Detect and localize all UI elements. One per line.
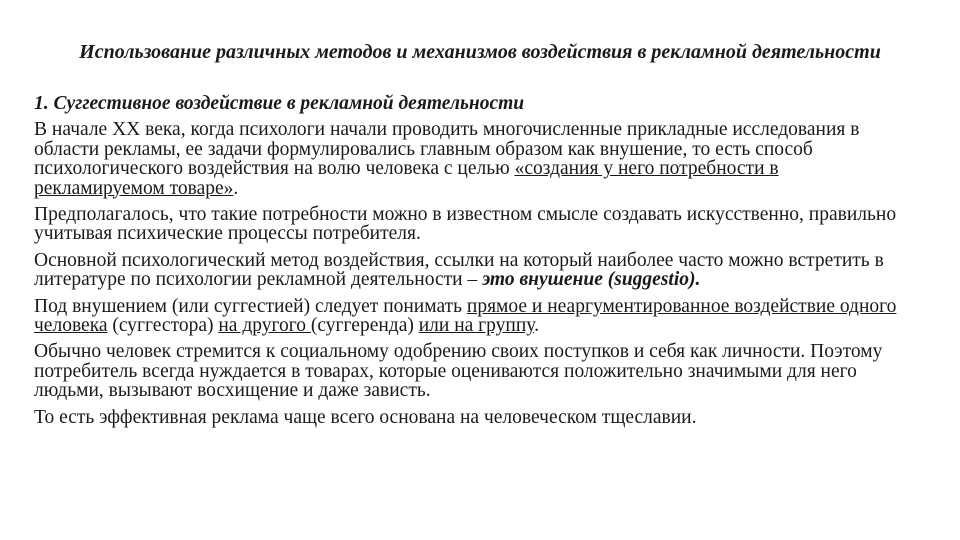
paragraph-4-end: . — [534, 315, 539, 337]
paragraph-4-start: Под внушением (или суггестией) следует понимать — [34, 295, 467, 317]
paragraph-1 — [34, 120, 914, 198]
paragraph-3 — [34, 251, 914, 290]
paragraph-5: Обычно человек стремится к социальному одобрению своих поступков и себя как личности. Поэтому потребитель всегда нуждается в товарах, которые оцениваются положительно значимыми для него людьми, вызывают восхищение и даже зависть. — [34, 341, 883, 402]
paragraph-4-mid-2: (суггеренда) — [310, 315, 419, 337]
paragraph-1-end: . — [233, 177, 239, 199]
paragraph-6: То есть эффективная реклама чаще всего основана на человеческом тщеславии. — [34, 406, 697, 428]
paragraph-4 — [34, 297, 914, 336]
paragraph-4-underline-3: или на группу — [418, 315, 535, 337]
slide-content — [34, 94, 914, 434]
paragraph-1-text: В начале XX века, когда психологи начали проводить многочисленные прикладные исследования в области рекламы, ее задачи формулировались главным образом как внушение, то есть способ психологического воздействия на волю человека с целью — [34, 119, 860, 180]
paragraph-2: Предполагалось, что такие потребности можно в известном смысле создавать искусственно, правильно учитывая психические процессы потребителя. — [34, 204, 897, 245]
slide-title: Использование различных методов и механизмов воздействия в рекламной деятельности — [79, 41, 881, 63]
paragraph-3-text: Основной психологический метод воздействия, ссылки на который наиболее часто можно встретить в литературе по психологии рекламной деятельности – — [34, 249, 884, 291]
paragraph-3-emphasis: это внушение (suggestio). — [482, 269, 701, 291]
paragraph-4-mid-1: (суггестора) — [107, 315, 219, 337]
paragraph-1-quote: «создания у него потребности в рекламируемом товаре» — [34, 158, 779, 199]
section-subheading: 1. Суггестивное воздействие в рекламной деятельности — [34, 93, 525, 114]
paragraph-4-underline-1: прямое и неаргументированное воздействие одного человека — [34, 295, 897, 337]
paragraph-4-underline-2: на другого — [218, 315, 311, 337]
